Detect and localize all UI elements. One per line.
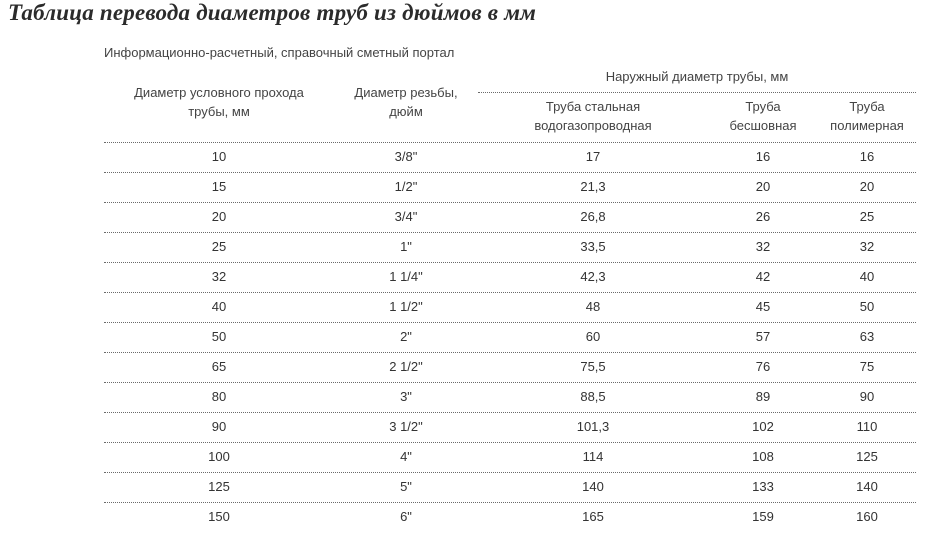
cell-thread-diameter: 2 1/2" (389, 359, 423, 374)
header-seamless-line2: бесшовная (729, 118, 797, 133)
cell-nominal-diameter: 150 (208, 509, 230, 524)
cell-steel-pipe: 88,5 (580, 389, 606, 404)
cell-thread-diameter: 6" (400, 509, 412, 524)
cell-thread-diameter: 4" (400, 449, 412, 464)
header-polymer-line2: полимерная (830, 118, 904, 133)
cell-polymer-pipe: 90 (859, 389, 875, 404)
page-subtitle: Информационно-расчетный, справочный сметный портал (104, 45, 455, 60)
header-steel-line1: Труба стальная (545, 99, 641, 114)
cell-seamless-pipe: 102 (752, 419, 774, 434)
cell-steel-pipe: 140 (582, 479, 604, 494)
cell-thread-diameter: 3 1/2" (389, 419, 423, 434)
cell-steel-pipe: 48 (585, 299, 601, 314)
cell-polymer-pipe: 140 (856, 479, 878, 494)
page-title: Таблица перевода диаметров труб из дюймов в мм (8, 0, 537, 25)
table-row (104, 233, 916, 263)
table-row (104, 353, 916, 383)
cell-polymer-pipe: 20 (859, 179, 875, 194)
table-row (104, 503, 916, 533)
cell-polymer-pipe: 75 (859, 359, 875, 374)
cell-seamless-pipe: 20 (755, 179, 771, 194)
cell-steel-pipe: 42,3 (580, 269, 606, 284)
cell-steel-pipe: 165 (582, 509, 604, 524)
header-steel-line2: водогазопроводная (534, 118, 652, 133)
cell-polymer-pipe: 125 (856, 449, 878, 464)
cell-seamless-pipe: 133 (752, 479, 774, 494)
header-thread-line1: Диаметр резьбы, (354, 85, 458, 100)
cell-seamless-pipe: 26 (755, 209, 771, 224)
table-row (104, 143, 916, 173)
header-nominal-line1: Диаметр условного прохода (134, 85, 304, 100)
cell-nominal-diameter: 40 (211, 299, 227, 314)
cell-nominal-diameter: 50 (211, 329, 227, 344)
table-row (104, 323, 916, 353)
table-row (104, 443, 916, 473)
cell-polymer-pipe: 16 (859, 149, 875, 164)
cell-steel-pipe: 114 (582, 449, 604, 464)
cell-steel-pipe: 21,3 (580, 179, 606, 194)
cell-thread-diameter: 1/2" (394, 179, 418, 194)
cell-seamless-pipe: 108 (752, 449, 774, 464)
table-row (104, 383, 916, 413)
cell-thread-diameter: 1" (400, 239, 412, 254)
cell-polymer-pipe: 63 (859, 329, 875, 344)
cell-seamless-pipe: 32 (755, 239, 771, 254)
cell-steel-pipe: 60 (585, 329, 601, 344)
cell-nominal-diameter: 80 (211, 389, 227, 404)
cell-thread-diameter: 5" (400, 479, 412, 494)
cell-seamless-pipe: 42 (755, 269, 771, 284)
table-row (104, 413, 916, 443)
header-thread-line2: дюйм (389, 104, 423, 119)
cell-polymer-pipe: 160 (856, 509, 878, 524)
table-row (104, 263, 916, 293)
table-row (104, 173, 916, 203)
cell-steel-pipe: 17 (585, 149, 601, 164)
header-nominal-line2: трубы, мм (188, 104, 250, 119)
table-row (104, 293, 916, 323)
cell-seamless-pipe: 76 (755, 359, 771, 374)
cell-seamless-pipe: 16 (755, 149, 771, 164)
cell-nominal-diameter: 100 (208, 449, 230, 464)
cell-thread-diameter: 3/4" (394, 209, 418, 224)
cell-nominal-diameter: 65 (211, 359, 227, 374)
cell-steel-pipe: 101,3 (576, 419, 610, 434)
cell-seamless-pipe: 57 (755, 329, 771, 344)
cell-thread-diameter: 3/8" (394, 149, 418, 164)
cell-seamless-pipe: 45 (755, 299, 771, 314)
cell-polymer-pipe: 25 (859, 209, 875, 224)
cell-thread-diameter: 2" (400, 329, 412, 344)
table-row (104, 473, 916, 503)
cell-seamless-pipe: 159 (752, 509, 774, 524)
table-row (104, 203, 916, 233)
header-polymer-line1: Труба (849, 99, 885, 114)
cell-polymer-pipe: 50 (859, 299, 875, 314)
cell-nominal-diameter: 15 (211, 179, 227, 194)
cell-steel-pipe: 33,5 (580, 239, 606, 254)
group-header-outer-diameter: Наружный диаметр трубы, мм (605, 69, 789, 84)
cell-nominal-diameter: 125 (208, 479, 230, 494)
cell-nominal-diameter: 32 (211, 269, 227, 284)
cell-seamless-pipe: 89 (755, 389, 771, 404)
cell-nominal-diameter: 10 (211, 149, 227, 164)
header-seamless-line1: Труба (745, 99, 781, 114)
cell-thread-diameter: 3" (400, 389, 412, 404)
cell-thread-diameter: 1 1/4" (389, 269, 423, 284)
cell-nominal-diameter: 90 (211, 419, 227, 434)
cell-polymer-pipe: 110 (856, 419, 878, 434)
cell-steel-pipe: 26,8 (580, 209, 606, 224)
cell-nominal-diameter: 25 (211, 239, 227, 254)
cell-thread-diameter: 1 1/2" (389, 299, 423, 314)
cell-steel-pipe: 75,5 (580, 359, 606, 374)
cell-polymer-pipe: 40 (859, 269, 875, 284)
cell-nominal-diameter: 20 (211, 209, 227, 224)
cell-polymer-pipe: 32 (859, 239, 875, 254)
